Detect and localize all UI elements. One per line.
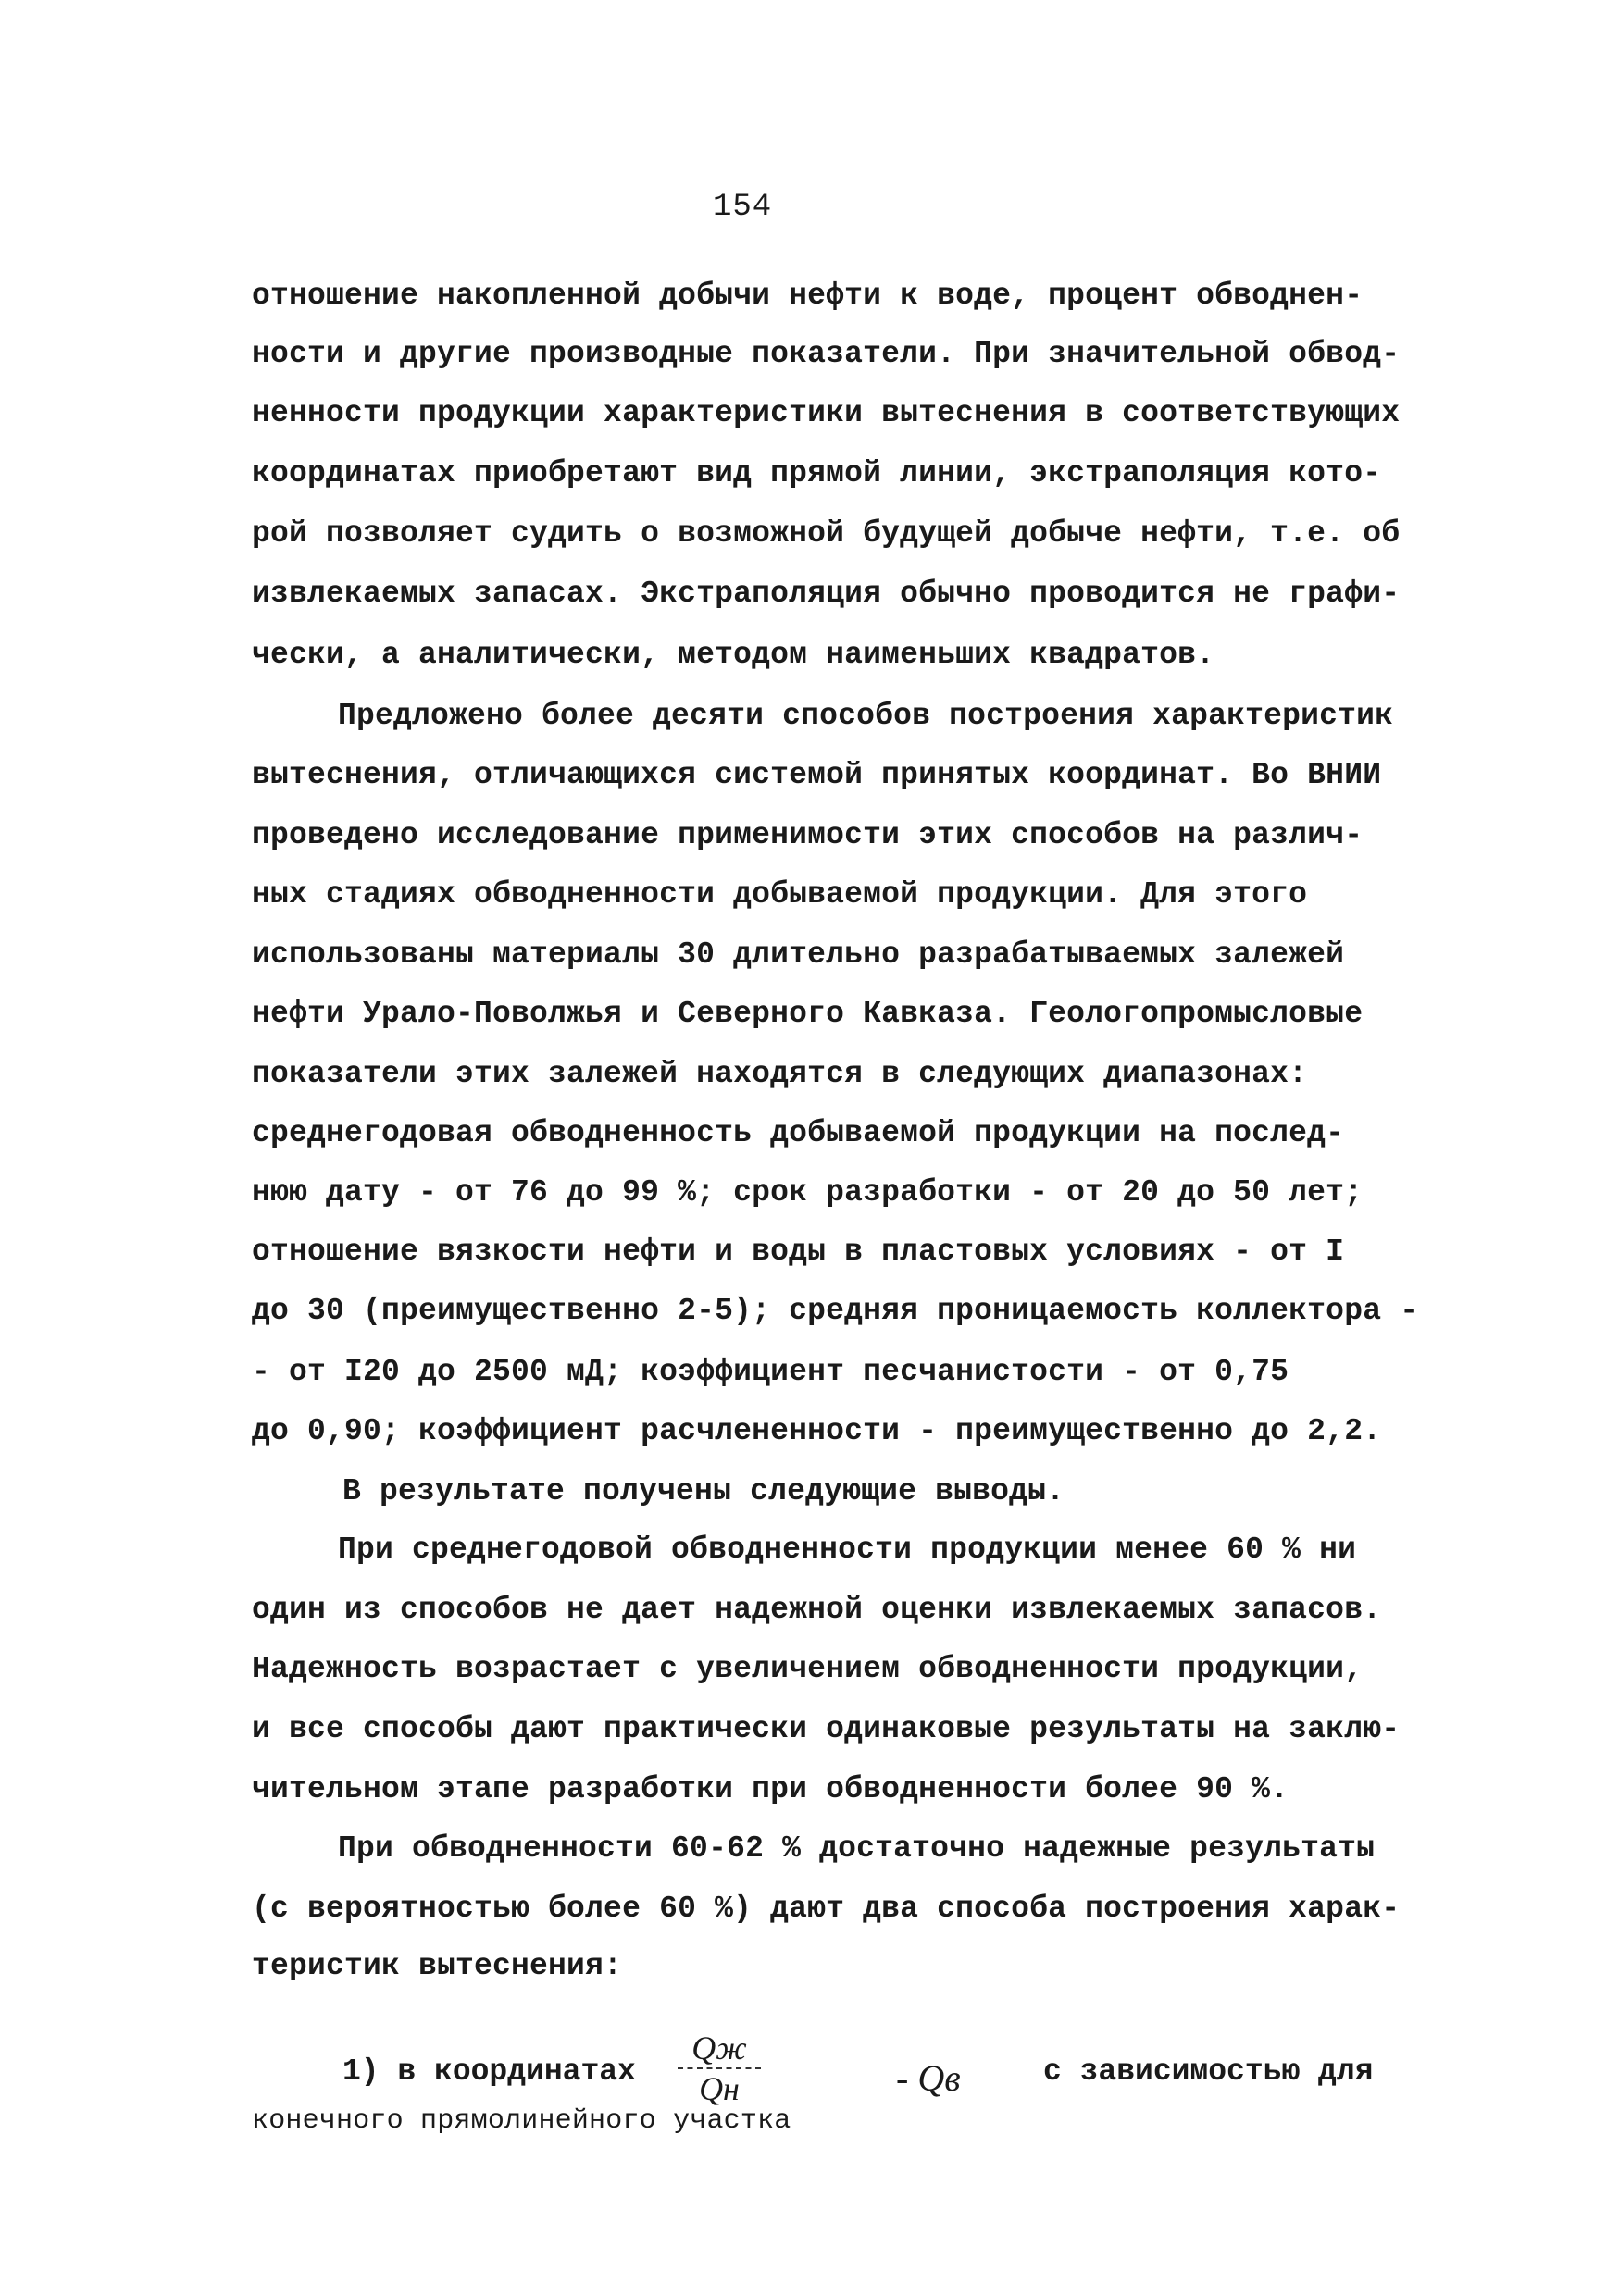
text-line: рой позволяет судить о возможной будущей добыче нефти, т.е. об	[252, 516, 1401, 551]
text-line: среднегодовая обводненность добываемой продукции на послед-	[252, 1116, 1345, 1150]
text-line: отношение накопленной добычи нефти к воде, процент обводнен-	[252, 279, 1364, 313]
text-line: - от I20 до 2500 мД; коэффициент песчанистости - от 0,75	[252, 1355, 1289, 1389]
text-line: Предложено более десяти способов построения характеристик	[338, 699, 1394, 733]
page-number: 154	[713, 190, 773, 225]
fraction-numerator: Qж	[691, 2029, 747, 2066]
text-line: При среднегодовой обводненности продукции менее 60 % ни	[338, 1533, 1357, 1567]
text-line: извлекаемых запасах. Экстраполяция обычно проводится не графи-	[252, 577, 1401, 611]
text-line: ных стадиях обводненности добываемой продукции. Для этого	[252, 877, 1308, 912]
text-line: показатели этих залежей находятся в следующих диапазонах:	[252, 1057, 1308, 1091]
fraction-bar	[678, 2067, 761, 2069]
text-line: конечного прямолинейного участка	[252, 2105, 791, 2137]
text-line: и все способы дают практически одинаковые результаты на заклю-	[252, 1712, 1401, 1746]
text-line: использованы материалы 30 длительно разрабатываемых залежей	[252, 937, 1345, 972]
text-line: нефти Урало-Поволжья и Северного Кавказа. Геологопромысловые	[252, 997, 1364, 1031]
text-line: координатах приобретают вид прямой линии, экстраполяция кото-	[252, 456, 1382, 490]
text-line: теристик вытеснения:	[252, 1949, 623, 1983]
text-line: нюю дату - от 76 до 99 %; срок разработки - от 20 до 50 лет;	[252, 1175, 1364, 1210]
text-line: ненности продукции характеристики вытеснения в соответствующих	[252, 396, 1401, 430]
text-line: проведено исследование применимости этих способов на различ-	[252, 818, 1364, 852]
formula-term: - Qв	[896, 2057, 961, 2099]
text-line: чительном этапе разработки при обводненности более 90 %.	[252, 1772, 1289, 1806]
text-line: до 0,90; коэффициент расчлененности - преимущественно до 2,2.	[252, 1414, 1382, 1448]
text-line: до 30 (преимущественно 2-5); средняя проницаемость коллектора -	[252, 1294, 1419, 1328]
text-line: (с вероятностью более 60 %) дают два способа построения харак-	[252, 1892, 1401, 1926]
text-line: Надежность возрастает с увеличением обводненности продукции,	[252, 1652, 1364, 1686]
fraction-denominator: Qн	[699, 2070, 740, 2107]
text-line: ности и другие производные показатели. При значительной обвод-	[252, 337, 1401, 371]
text-line: чески, а аналитически, методом наименьших квадратов.	[252, 638, 1215, 672]
text-line: отношение вязкости нефти и воды в пластовых условиях - от I	[252, 1235, 1345, 1269]
fraction-formula	[678, 2030, 761, 2106]
text-line: один из способов не дает надежной оценки извлекаемых запасов.	[252, 1593, 1382, 1627]
item-prefix: 1) в координатах	[342, 2054, 636, 2089]
text-line: вытеснения, отличающихся системой принятых координат. Во ВНИИ	[252, 758, 1382, 792]
text-line: При обводненности 60-62 % достаточно надежные результаты	[338, 1831, 1376, 1866]
item-suffix: с зависимостью для	[1043, 2054, 1374, 2089]
text-line: В результате получены следующие выводы.	[342, 1474, 1065, 1508]
